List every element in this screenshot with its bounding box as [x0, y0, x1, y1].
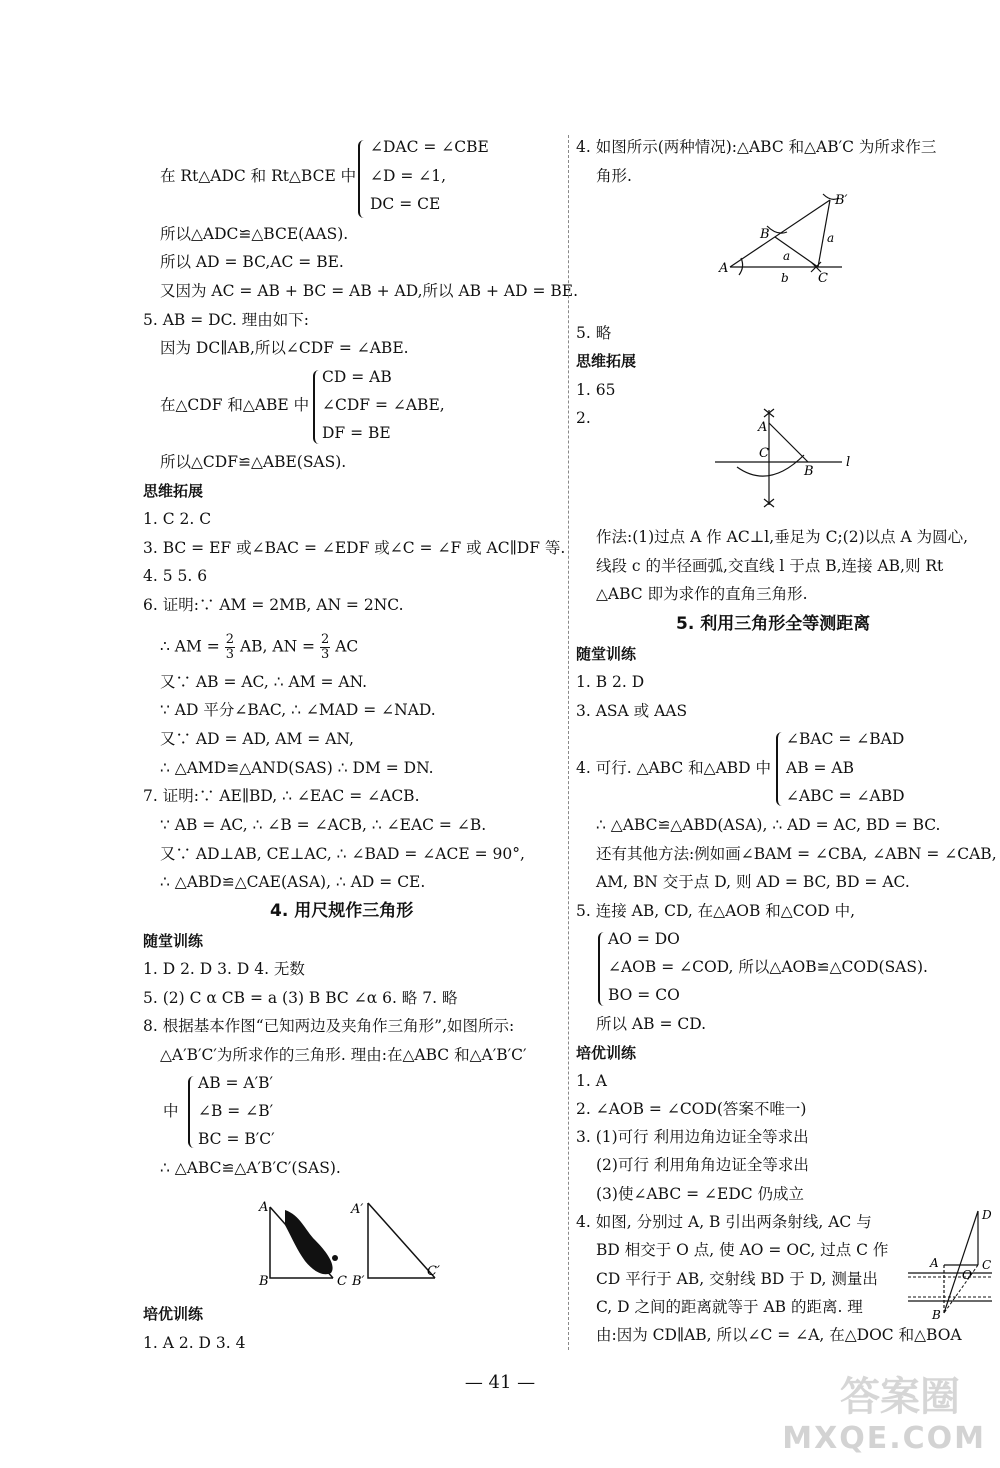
label-B: B: [932, 1308, 941, 1322]
triangles-figure: [255, 1195, 455, 1290]
section-title: 4. 用尺规作三角形: [270, 901, 414, 921]
label-A: A: [719, 261, 729, 276]
label-a: a: [783, 249, 791, 263]
label-A-prime: A′: [351, 1202, 364, 1217]
section-heading: 随堂训练: [576, 645, 637, 663]
label-O: O: [962, 1268, 972, 1282]
right-line: 4. 如图, 分别过 A, B 引出两条射线, AC 与: [576, 1213, 872, 1231]
label-A: A: [259, 1200, 269, 1215]
right-line: 2.: [576, 409, 591, 427]
left-line: 1. C 2. C: [143, 510, 212, 528]
section-heading: 思维拓展: [576, 352, 637, 370]
label-B: B: [760, 227, 770, 242]
label-C-prime: C′: [427, 1264, 440, 1279]
river-distance-figure: [900, 1205, 996, 1323]
right-line: (3)使∠ABC = ∠EDC 仍成立: [596, 1185, 805, 1203]
right-line: 3. ASA 或 AAS: [576, 702, 688, 720]
right-line: 5. 略: [576, 324, 612, 342]
label-A: A: [758, 420, 768, 435]
right-line: △ABC 即为求作的直角三角形.: [596, 585, 808, 603]
right-line: 1. B 2. D: [576, 673, 645, 691]
section-heading: 培优训练: [143, 1305, 204, 1323]
label-C: C: [337, 1274, 347, 1289]
left-line: 又∵ AD = AD, AM = AN,: [160, 730, 354, 748]
right-line: ∠ABC = ∠ABD: [786, 787, 905, 805]
right-line: 4. 如图所示(两种情况):△ABC 和△AB′C 为所求作三: [576, 138, 937, 156]
right-line: 1. A: [576, 1072, 607, 1090]
right-line: C, D 之间的距离就等于 AB 的距离. 理: [596, 1298, 863, 1316]
left-line: ∴ △ABD≌△CAE(ASA), ∴ AD = CE.: [160, 873, 426, 891]
left-line: 所以△ADC≌△BCE(AAS).: [160, 225, 349, 243]
left-line: 在△CDF 和△ABE 中: [160, 396, 310, 414]
label-D: D: [982, 1208, 992, 1222]
label-B-prime: B′: [835, 193, 848, 208]
watermark-logo: 答案圈: [840, 1374, 960, 1420]
left-line: 6. 证明:∵ AM = 2MB, AN = 2NC.: [143, 596, 404, 614]
left-line: 在 Rt△ADC 和 Rt△BCE 中: [160, 167, 357, 185]
right-line: 线段 c 的半径画弧,交直线 l 于点 B,连接 AB,则 Rt: [596, 557, 944, 575]
label-C: C: [759, 446, 769, 461]
left-line: ∴ △ABC≌△A′B′C′(SAS).: [160, 1159, 341, 1177]
label-B: B: [259, 1274, 269, 1289]
left-line: 4. 5 5. 6: [143, 567, 208, 585]
construction-figure-1: [715, 190, 850, 288]
left-line: 又∵ AB = AC, ∴ AM = AN.: [160, 673, 368, 691]
construction-figure-2: [712, 405, 862, 510]
left-line: 5. AB = DC. 理由如下:: [143, 311, 309, 329]
label-C: C: [982, 1258, 992, 1272]
brace: [776, 732, 784, 806]
right-line: CD 平行于 AB, 交射线 BD 于 D, 测量出: [596, 1270, 878, 1288]
brace: [313, 370, 321, 444]
left-line: ∠DAC = ∠CBE: [370, 138, 489, 156]
left-line: 1. D 2. D 3. D 4. 无数: [143, 960, 305, 978]
left-line: 又因为 AC = AB + BC = AB + AD,所以 AB + AD = BE.: [160, 282, 578, 300]
right-line: 作法:(1)过点 A 作 AC⊥l,垂足为 C;(2)以点 A 为圆心,: [596, 528, 969, 546]
right-line: 1. 65: [576, 381, 616, 399]
label-b: b: [781, 271, 789, 285]
left-line: ∠D = ∠1,: [370, 167, 447, 185]
right-line: 4. 可行. △ABC 和△ABD 中: [576, 759, 772, 777]
right-line: AO = DO: [608, 930, 680, 948]
left-line: 又∵ AD⊥AB, CE⊥AC, ∴ ∠BAD = ∠ACE = 90°,: [160, 845, 525, 863]
right-line: 所以 AB = CD.: [596, 1015, 707, 1033]
left-line: 中: [163, 1102, 179, 1120]
left-line: 3. BC = EF 或∠BAC = ∠EDF 或∠C = ∠F 或 AC∥DF 等.: [143, 539, 566, 557]
section-heading: 思维拓展: [143, 482, 204, 500]
left-line: BC = B′C′: [198, 1130, 275, 1148]
right-line: ∠BAC = ∠BAD: [786, 730, 905, 748]
brace: [358, 140, 366, 218]
left-line: 1. A 2. D 3. 4: [143, 1334, 246, 1352]
right-line: ∴ △ABC≌△ABD(ASA), ∴ AD = AC, BD = BC.: [596, 816, 941, 834]
right-line: 还有其他方法:例如画∠BAM = ∠CBA, ∠ABN = ∠CAB,: [596, 845, 997, 863]
left-line: 8. 根据基本作图“已知两边及夹角作三角形”,如图所示:: [143, 1017, 515, 1035]
left-line: ∵ AD 平分∠BAC, ∴ ∠MAD = ∠NAD.: [160, 701, 436, 719]
label-C: C: [818, 271, 828, 286]
left-line: 因为 DC∥AB,所以∠CDF = ∠ABE.: [160, 339, 409, 357]
watermark-url: MXQE.COM: [782, 1421, 986, 1456]
right-line: BD 相交于 O 点, 使 AO = OC, 过点 C 作: [596, 1241, 889, 1259]
section-heading: 随堂训练: [143, 932, 204, 950]
left-line: 5. (2) C α CB = a (3) B BC ∠α 6. 略 7. 略: [143, 989, 458, 1007]
left-line: ∴ △AMD≌△AND(SAS) ∴ DM = DN.: [160, 759, 434, 777]
left-line: ∠CDF = ∠ABE,: [322, 396, 445, 414]
right-line: AM, BN 交于点 D, 则 AD = BC, BD = AC.: [596, 873, 910, 891]
left-line: ∠B = ∠B′: [198, 1102, 274, 1120]
label-A: A: [930, 1256, 939, 1270]
label-B: B: [804, 464, 814, 479]
right-line: 角形.: [596, 167, 632, 185]
right-line: BO = CO: [608, 986, 680, 1004]
label-B-prime: B′: [352, 1274, 365, 1289]
column-divider: [568, 135, 570, 1350]
brace: [188, 1076, 196, 1148]
right-line: ∠AOB = ∠COD, 所以△AOB≌△COD(SAS).: [608, 958, 928, 976]
left-line: 7. 证明:∵ AE∥BD, ∴ ∠EAC = ∠ACB.: [143, 787, 420, 805]
right-line: 3. (1)可行 利用边角边证全等求出: [576, 1128, 809, 1146]
right-line: AB = AB: [786, 759, 855, 777]
left-line: CD = AB: [322, 368, 392, 386]
left-line: DF = BE: [322, 424, 391, 442]
right-line: 由:因为 CD∥AB, 所以∠C = ∠A, 在△DOC 和△BOA: [596, 1326, 962, 1344]
left-line: ∵ AB = AC, ∴ ∠B = ∠ACB, ∴ ∠EAC = ∠B.: [160, 816, 487, 834]
label-l: l: [846, 455, 851, 470]
section-heading: 培优训练: [576, 1044, 637, 1062]
right-line: (2)可行 利用角角边证全等求出: [596, 1156, 809, 1174]
left-line: 所以 AD = BC,AC = BE.: [160, 253, 344, 271]
fraction-line: ∴ AM = $\frac{2}{3}$ AB, AN = $\frac{2}{3}$ AC: [160, 632, 359, 662]
left-line: △A′B′C′为所求作的三角形. 理由:在△ABC 和△A′B′C′: [160, 1046, 527, 1064]
page-number: — 41 —: [464, 1372, 536, 1393]
brace: [598, 932, 606, 1006]
right-line: 2. ∠AOB = ∠COD(答案不唯一): [576, 1100, 807, 1118]
left-line: DC = CE: [370, 195, 441, 213]
right-line: 5. 连接 AB, CD, 在△AOB 和△COD 中,: [576, 902, 856, 920]
left-line: 所以△CDF≌△ABE(SAS).: [160, 453, 347, 471]
left-line: AB = A′B′: [198, 1074, 274, 1092]
label-a: a: [827, 231, 835, 245]
section-title: 5. 利用三角形全等测距离: [676, 614, 871, 634]
